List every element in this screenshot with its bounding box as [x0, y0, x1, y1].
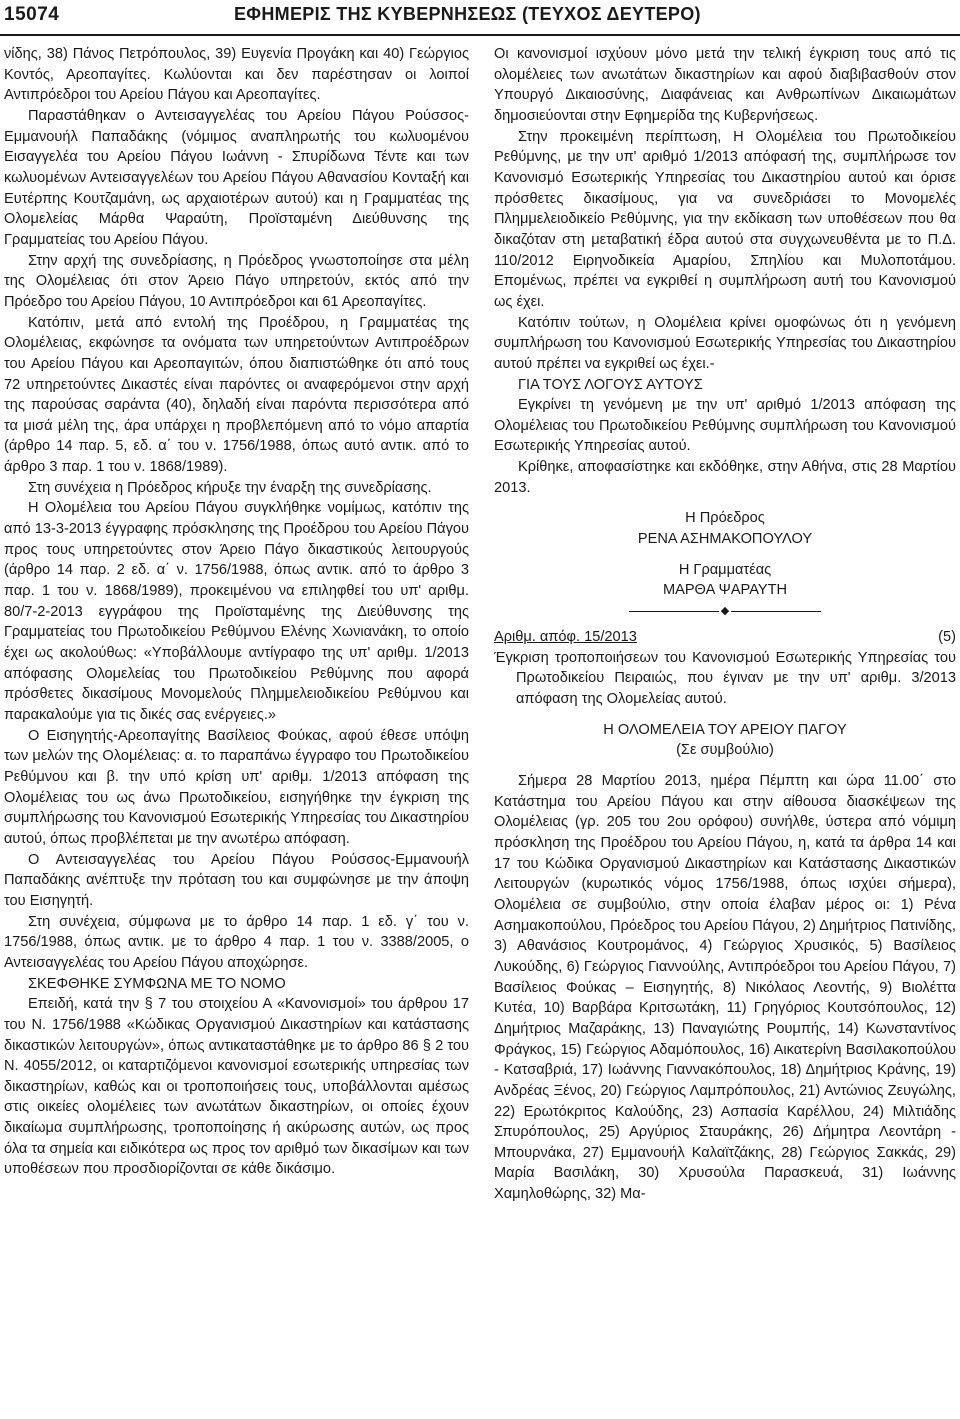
paragraph: Εγκρίνει τη γενόμενη με την υπ' αριθμό 1/2013 απόφαση της Ολομέλειας του Πρωτοδικείου Ρεθύμνης συμπλήρωση του Κανονισμού Εσωτερικής Υπηρεσίας αυτού.	[494, 397, 956, 455]
paragraph: νίδης, 38) Πάνος Πετρόπουλος, 39) Ευγενία Προγάκη και 40) Γεώργιος Κοντός, Αρεοπαγίτες. Κωλύονται και δεν παρέστησαν οι λοιποί Αντιπρόεδροι του Αρείου Πάγου και Αρεοπαγίτες.	[4, 46, 469, 104]
paragraph: Κατόπιν, μετά από εντολή της Προέδρου, η Γραμματέας της Ολομέλειας, εκφώνησε τα ονόματα των υπηρετούντων Αντιπροέδρων του Αρείου Πάγου και Αρεοπαγιτών, όπου διαπιστώθηκε ότι από τους 72 υπηρετούντες Δικαστές είναι παρόντες οι αναφερόμενοι στην αρχή της παρούσας σαράντα (40), δηλαδή είναι παρόντα περισσότερα από τα μισά μέλη της, άρα υπάρχει η προβλεπόμενη από το νόμο απαρτία (άρθρο 14 παρ. 5, εδ. α΄ του ν. 1756/1988, όπως αυτό αντικ. από το άρθρο 3 παρ. 1 του ν. 1868/1989).	[4, 314, 469, 476]
decision-sequence: (5)	[938, 629, 956, 646]
left-column	[4, 44, 469, 1414]
paragraph: Στην προκειμένη περίπτωση, Η Ολομέλεια του Πρωτοδικείου Ρεθύμνης, με την υπ' αριθμό 1/2013 απόφασή της, συμπλήρωσε τον Κανονισμό Εσωτερικής Υπηρεσίας του Δικαστηρίου αυτού και όρισε πρόσθετες δικασίμους, για να συνεδριάσει το Μονομελές Πλημμελειοδικείο Ρεθύμνης, για την εκδίκαση των υποθέσεων που θα δικαζόταν στη μεταβατική έδρα αυτού στα συγχωνευθέντα με το Π.Δ. 110/2012 Ειρηνοδικεία Αμαρίου, Σπηλίου και Μυλοποτάμου. Επομένως, πρέπει να εγκριθεί η συμπλήρωση αυτή του Κανονισμού ως έχει.	[494, 128, 956, 310]
page-number: 15074	[4, 4, 60, 25]
paragraph: Ο Αντεισαγγελέας του Αρείου Πάγου Ρούσσος-Εμμανουήλ Παπαδάκης ανέπτυξε την πρόταση του και συμφώνησε με την άποψη του Εισηγητή.	[4, 851, 469, 909]
decision-header	[494, 627, 956, 648]
secretary-name: ΜΑΡΘΑ ΨΑΡΑΥΤΗ	[662, 582, 788, 599]
court-subtitle: (Σε συμβούλιο)	[676, 742, 774, 759]
right-column	[494, 44, 956, 1414]
paragraph: Επειδή, κατά την § 7 του στοιχείου Α «Κανονισμοί» του άρθρου 17 του Ν. 1756/1988 «Κώδικας Οργανισμού Δικαστηρίων και κατάστασης δικαστικών λειτουργών», όπως αντικαταστάθηκε με το άρθρο 86 § 2 του Ν. 4055/2012, οι καταρτιζόμενοι κανονισμοί εσωτερικής υπηρεσίας των δικαστηρίων, καθώς και οι τροποποιήσεις τους, υποβάλλονται αμέσως στις οικείες ολομέλειες των ανωτάτων δικαστηρίων, οι οποίες έχουν δικαίωμα συμπλήρωσης, τροποποίησης ή ακύρωσης αυτών, ως προς όλα τα σημεία και ειδικότερα ως προς τον αριθμό των δικασίμων και των υποθέσεων που προσδιορίζονται σε κάθε δικάσιμο.	[4, 996, 469, 1178]
paragraph: Παραστάθηκαν ο Αντεισαγγελέας του Αρείου Πάγου Ρούσσος-Εμμανουήλ Παπαδάκης (νόμιμος αναπληρωτής του κωλυομένου Εισαγγελέα του Αρείου Πάγου Ιωάννη - Σπυρίδωνα Τέντε και των κωλυομένων Αντεισαγγελέων του Αρείου Πάγου Αθανασίου Κονταξή και Ευτέρπης Κουτζαμάνη, ως αρχαιοτέρων αυτού) και η Γραμματέας της Ολομελείας Μάρθα Ψαραύτη, Προϊσταμένη Διεύθυνσης της Γραμματείας του Αρείου Πάγου.	[4, 107, 469, 248]
paragraph: Στην αρχή της συνεδρίασης, η Πρόεδρος γνωστοποίησε στα μέλη της Ολομέλειας ότι στον Άρειο Πάγο υπηρετούν, εκτός από την Πρόεδρο του Αρείου Πάγου, 10 Αντιπρόεδροι και 61 Αρεοπαγίτες.	[4, 252, 469, 310]
paragraph: Στη συνέχεια η Πρόεδρος κήρυξε την έναρξη της συνεδρίασης.	[28, 479, 432, 496]
decision-body: Σήμερα 28 Μαρτίου 2013, ημέρα Πέμπτη και ώρα 11.00΄ στο Κατάστημα του Αρείου Πάγου και στην αίθουσα διασκέψεων της Ολομέλειας (γρ. 205 του 2ου ορόφου) συνήλθε, ύστερα από νόμιμη πρόσκληση της Προέδρου του Αρείου Πάγου, η, κατά τα άρθρα 14 και 17 του Κώδικα Οργανισμού Δικαστηρίων και Κατάστασης Δικαστικών Λειτουργών (κυρωτικός νόμος 1756/1988, όπως ισχύει σήμερα), Ολομέλεια σε συμβούλιο, στην οποία έλαβαν μέρος οι: 1) Ρένα Ασημακοπούλου, Πρόεδρος του Αρείου Πάγου, 2) Δημήτριος Πατινίδης, 3) Αθανάσιος Κουτρομάνος, 4) Γεώργιος Χρυσικός, 5) Βασίλειος Λυκούδης, 6) Γεώργιος Γιαννούλης, Αντιπρόεδροι του Αρείου Πάγου, 7) Βασίλειος Φούκας – Εισηγητής, 8) Νικόλαος Λεοντής, 9) Βιολέττα Κυτέα, 10) Βαρβάρα Κριτσωτάκη, 11) Γρηγόριος Κουτσόπουλος, 12) Δημήτριος Μαζαράκης, 13) Παναγιώτης Ρουμπής, 14) Κωνσταντίνος Φράγκος, 15) Γεώργιος Αδαμόπουλος, 16) Αικατερίνη Βασιλακοπούλου - Κατσαβριά, 17) Ιωάννης Γιαννακόπουλος, 18) Δημήτριος Κράνης, 19) Ανδρέας Ξένος, 20) Γεώργιος Λαμπρόπουλος, 21) Αντώνιος Ζευγώλης, 22) Ερωτόκριτος Καλούδης, 23) Ασπασία Καρέλλου, 24) Μιλτιάδης Σπυρόπουλος, 25) Αργύριος Σταυράκης, 26) Δήμητρα Λεοντάρη - Μπουρνάκα, 27) Εμμανουήλ Καλαϊτζάκης, 28) Γεώργιος Σακκάς, 29) Μαρία Βασιλάκη, 30) Χρυσούλα Παρασκευά, 31) Ιωάννης Χαμηλοθώρης, 32) Μα-	[494, 773, 956, 1203]
section-heading: ΣΚΕΦΘΗΚΕ ΣΥΜΦΩΝΑ ΜΕ ΤΟ ΝΟΜΟ	[28, 975, 286, 992]
decision-reference: Αριθμ. απόφ. 15/2013	[494, 629, 637, 646]
court-title: Η ΟΛΟΜΕΛΕΙΑ ΤΟΥ ΑΡΕΙΟΥ ΠΑΓΟΥ	[603, 721, 847, 738]
paragraph: Κατόπιν τούτων, η Ολομέλεια κρίνει ομοφώνως ότι η γενόμενη συμπλήρωση του Κανονισμού Εσωτερικής Υπηρεσίας του Δικαστηρίου αυτού πρέπει να εγκριθεί ως έχει.-	[494, 314, 956, 372]
page-header	[0, 0, 960, 36]
secretary-title: Η Γραμματέας	[678, 561, 772, 578]
section-heading: ΓΙΑ ΤΟΥΣ ΛΟΓΟΥΣ ΑΥΤΟΥΣ	[518, 376, 703, 393]
president-title: Η Πρόεδρος	[685, 510, 765, 527]
journal-title: ΕΦΗΜΕΡΙΣ ΤΗΣ ΚΥΒΕΡΝΗΣΕΩΣ (ΤΕΥΧΟΣ ΔΕΥΤΕΡΟ)	[234, 4, 701, 24]
paragraph: Κρίθηκε, αποφασίστηκε και εκδόθηκε, στην Αθήνα, στις 28 Μαρτίου 2013.	[494, 459, 956, 496]
section-divider	[494, 605, 956, 617]
paragraph: Η Ολομέλεια του Αρείου Πάγου συγκλήθηκε νομίμως, κατόπιν της από 13-3-2013 έγγραφης πρόσκλησης της Προέδρου του Αρείου Πάγου προς τους υπηρετούντες στον Άρειο Πάγο δικαστικούς λειτουργούς (άρθρο 14 παρ. 2 εδ. α΄ ν. 1756/1988, όπως αντικ. από το άρθρο 3 παρ. 1 του ν. 1868/1989), προκειμένου να επιληφθεί του υπ' αριθμ. 80/7-2-2013 εγγράφου της Προϊσταμένης της Διεύθυνσης της Γραμματείας του Πρωτοδικείου Ρεθύμνου Ελένης Χωνιανάκη, το οποίο έχει ως ακολούθως: «Υποβάλλουμε αντίγραφο της υπ' αριθμ. 1/2013 απόφασης Ολομελείας του Πρωτοδικείου Ρεθύμνης που αφορά πρόσθετες δικασίμους Μονομελούς Πλημμελειοδικείου Ρεθύμνου και παρακαλούμε για τις δικές σας ενέργειες.»	[4, 500, 469, 723]
paragraph: Στη συνέχεια, σύμφωνα με το άρθρο 14 παρ. 1 εδ. γ΄ του ν. 1756/1988, όπως αντικ. με το άρθρο 4 παρ. 1 του ν. 3388/2005, ο Αντεισαγγελέας του Αρείου Πάγου αποχώρησε.	[4, 913, 469, 971]
paragraph: Ο Εισηγητής-Αρεοπαγίτης Βασίλειος Φούκας, αφού έθεσε υπόψη των μελών της Ολομέλειας: α. το παραπάνω έγγραφο του Πρωτοδικείου Ρεθύμνου και β. την υπό κρίση υπ' αριθμ. 1/2013 απόφαση της Ολομέλειας του ως άνω Πρωτοδικείου, εισηγήθηκε την έγκριση της συμπλήρωσης του Κανονισμού Εσωτερικής Υπηρεσίας του Δικαστηρίου αυτού, όπως προβλέπεται με την ανωτέρω απόφαση.	[4, 727, 469, 847]
diamond-icon: ◆	[720, 605, 730, 618]
paragraph: Οι κανονισμοί ισχύουν μόνο μετά την τελική έγκριση τους από τις ολομέλειες των ανωτάτων δικαστηρίων και αφού διαβιβασθούν στον Υπουργό Δικαιοσύνης, Διαφάνειας και Ανθρωπίνων Δικαιωμάτων δημοσιεύονται στην Εφημερίδα της Κυβερνήσεως.	[494, 46, 956, 124]
president-name: ΡΕΝΑ ΑΣΗΜΑΚΟΠΟΥΛΟΥ	[637, 531, 813, 548]
decision-subject: Έγκριση τροποποιήσεων του Κανονισμού Εσωτερικής Υπηρεσίας του Πρωτοδικείου Πειραιώς, που έγιναν με την υπ' αριθμ. 3/2013 απόφαση της Ολομελείας αυτού.	[494, 649, 956, 708]
